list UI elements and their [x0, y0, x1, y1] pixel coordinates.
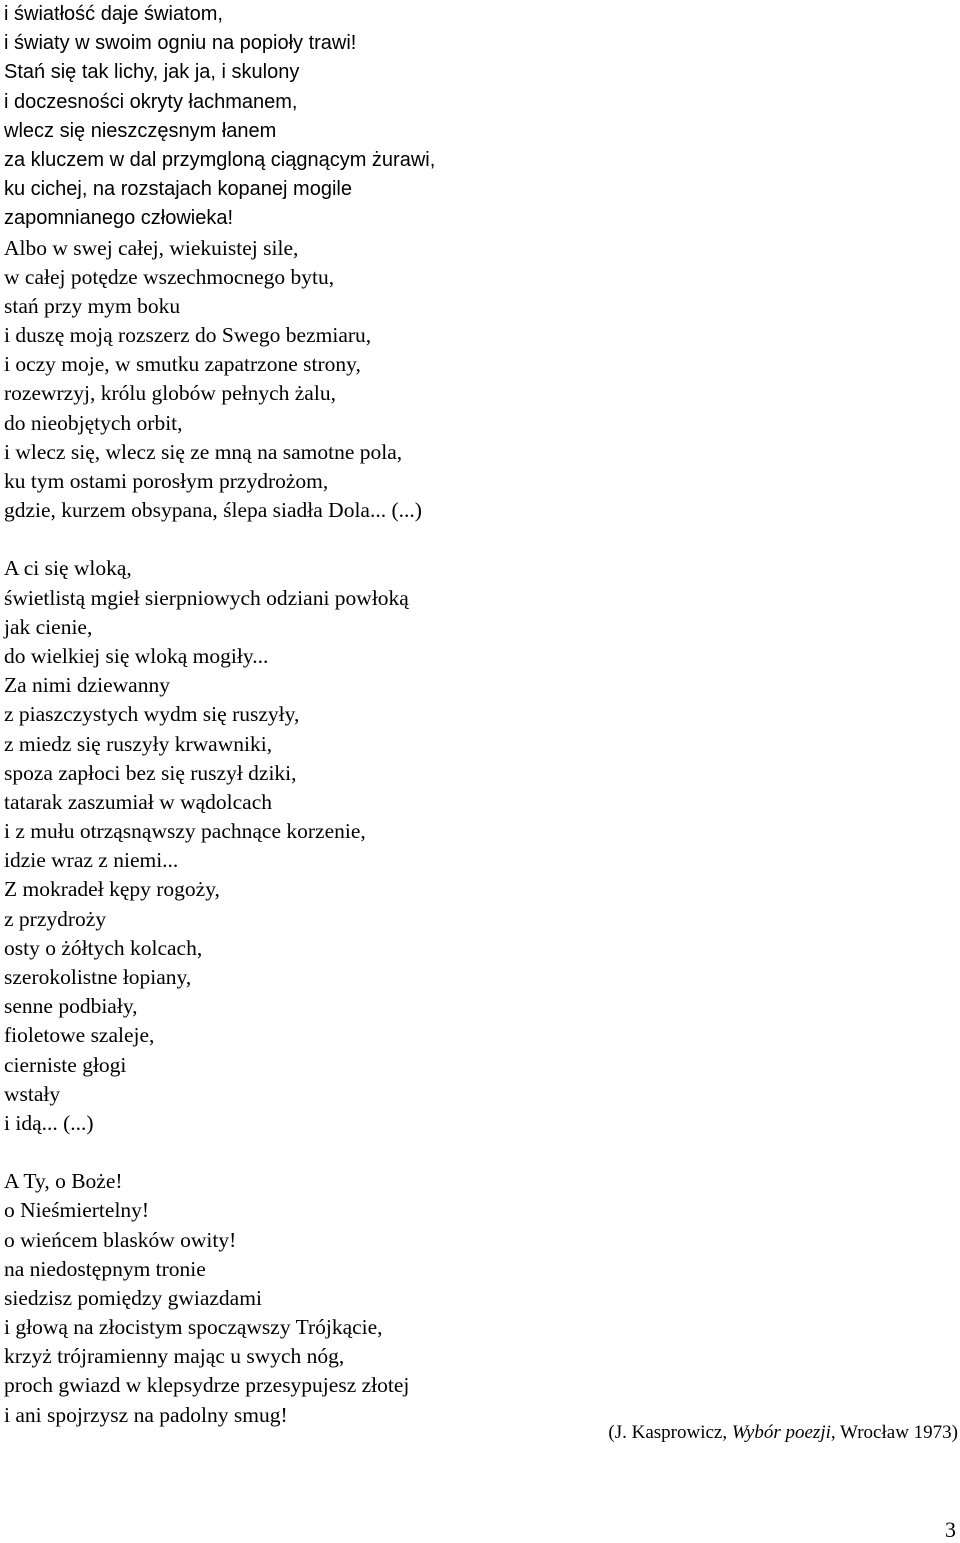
stanza-2	[4, 234, 944, 526]
poem-line: Stań się tak lichy, jak ja, i skulony	[4, 61, 300, 84]
poem-line: stań przy mym boku	[4, 293, 181, 318]
poem-line: spoza zapłoci bez się ruszył dziki,	[4, 760, 297, 785]
stanza-1	[4, 0, 944, 234]
poem-line: na niedostępnym tronie	[4, 1256, 206, 1281]
poem-line: zapomnianego człowieka!	[4, 207, 234, 230]
source-citation	[608, 1418, 958, 1448]
poem-line: ku tym ostami porosłym przydrożom,	[4, 469, 329, 493]
poem-line: i oczy moje, w smutku zapatrzone strony,	[4, 352, 361, 377]
poem-line: gdzie, kurzem obsypana, ślepa siadła Dola... (...)	[4, 498, 422, 523]
poem-line: osty o żółtych kolcach,	[4, 935, 203, 960]
poem-line: do nieobjętych orbit,	[4, 410, 183, 435]
poem-line: do wielkiej się wloką mogiły...	[4, 643, 269, 668]
poem-line: i głową na złocistym spocząwszy Trójkącie,	[4, 1315, 383, 1340]
poem-line: Z mokradeł kępy rogoży,	[4, 877, 220, 902]
poem-line: i idą... (...)	[4, 1110, 94, 1135]
stanza-4	[4, 1167, 944, 1430]
poem-line: cierniste głogi	[4, 1052, 127, 1077]
poem-line: siedzisz pomiędzy gwiazdami	[4, 1285, 262, 1310]
citation-suffix: , Wrocław 1973)	[830, 1422, 958, 1443]
poem-line: krzyż trójramienny mając u swych nóg,	[4, 1344, 345, 1369]
poem-line: szerokolistne łopiany,	[4, 965, 192, 989]
poem-line: jak cienie,	[4, 614, 93, 639]
poem-line: fioletowe szaleje,	[4, 1023, 155, 1048]
poem-line: senne podbiały,	[4, 994, 138, 1019]
citation-title: Wybór poezji	[731, 1422, 831, 1443]
poem-line: z przydroży	[4, 906, 107, 931]
poem-line: i duszę moją rozszerz do Swego bezmiaru,	[4, 323, 372, 348]
poem-line: i z mułu otrząsnąwszy pachnące korzenie,	[4, 819, 366, 844]
poem-line: idzie wraz z niemi...	[4, 848, 179, 873]
stanza-gap	[4, 1138, 944, 1167]
poem-line: i ani spojrzysz na padolny smug!	[4, 1402, 288, 1427]
poem-line: A ci się wloką,	[4, 556, 132, 581]
poem-line: o wieńcem blasków owity!	[4, 1227, 237, 1252]
poem-line: i światłość daje światom,	[4, 3, 223, 25]
poem-line: i wlecz się, wlecz się ze mną na samotne pola,	[4, 439, 403, 464]
poem-line: i doczesności okryty łachmanem,	[4, 90, 298, 113]
poem-line: z miedz się ruszyły krwawniki,	[4, 731, 273, 756]
stanza-3	[4, 554, 944, 1138]
poem-line: tatarak zaszumiał w wądolcach	[4, 789, 273, 814]
page-number: 3	[945, 1517, 956, 1542]
poem-line: ku cichej, na rozstajach kopanej mogile	[4, 178, 352, 201]
poem-line: o Nieśmiertelny!	[4, 1198, 150, 1223]
poem-line: w całej potędze wszechmocnego bytu,	[4, 264, 335, 289]
poem-body	[4, 0, 944, 1430]
poem-line: rozewrzyj, królu globów pełnych żalu,	[4, 381, 336, 406]
poem-line: Za nimi dziewanny	[4, 673, 170, 698]
poem-line: wlecz się nieszczęsnym łanem	[4, 119, 277, 142]
poem-line: i światy w swoim ogniu na popioły trawi!	[4, 32, 357, 55]
poem-line: z piaszczystych wydm się ruszyły,	[4, 702, 300, 727]
poem-line: wstały	[4, 1081, 61, 1106]
citation-prefix: (J. Kasprowicz,	[608, 1422, 732, 1443]
poem-line: świetlistą mgieł sierpniowych odziani powłoką	[4, 585, 409, 610]
stanza-gap	[4, 525, 944, 554]
poem-line: Albo w swej całej, wiekuistej sile,	[4, 235, 299, 260]
poem-line: proch gwiazd w klepsydrze przesypujesz złotej	[4, 1373, 410, 1398]
poem-line: za kluczem w dal przymgloną ciągnącym żurawi,	[4, 148, 436, 171]
poem-line: A Ty, o Boże!	[4, 1169, 123, 1194]
